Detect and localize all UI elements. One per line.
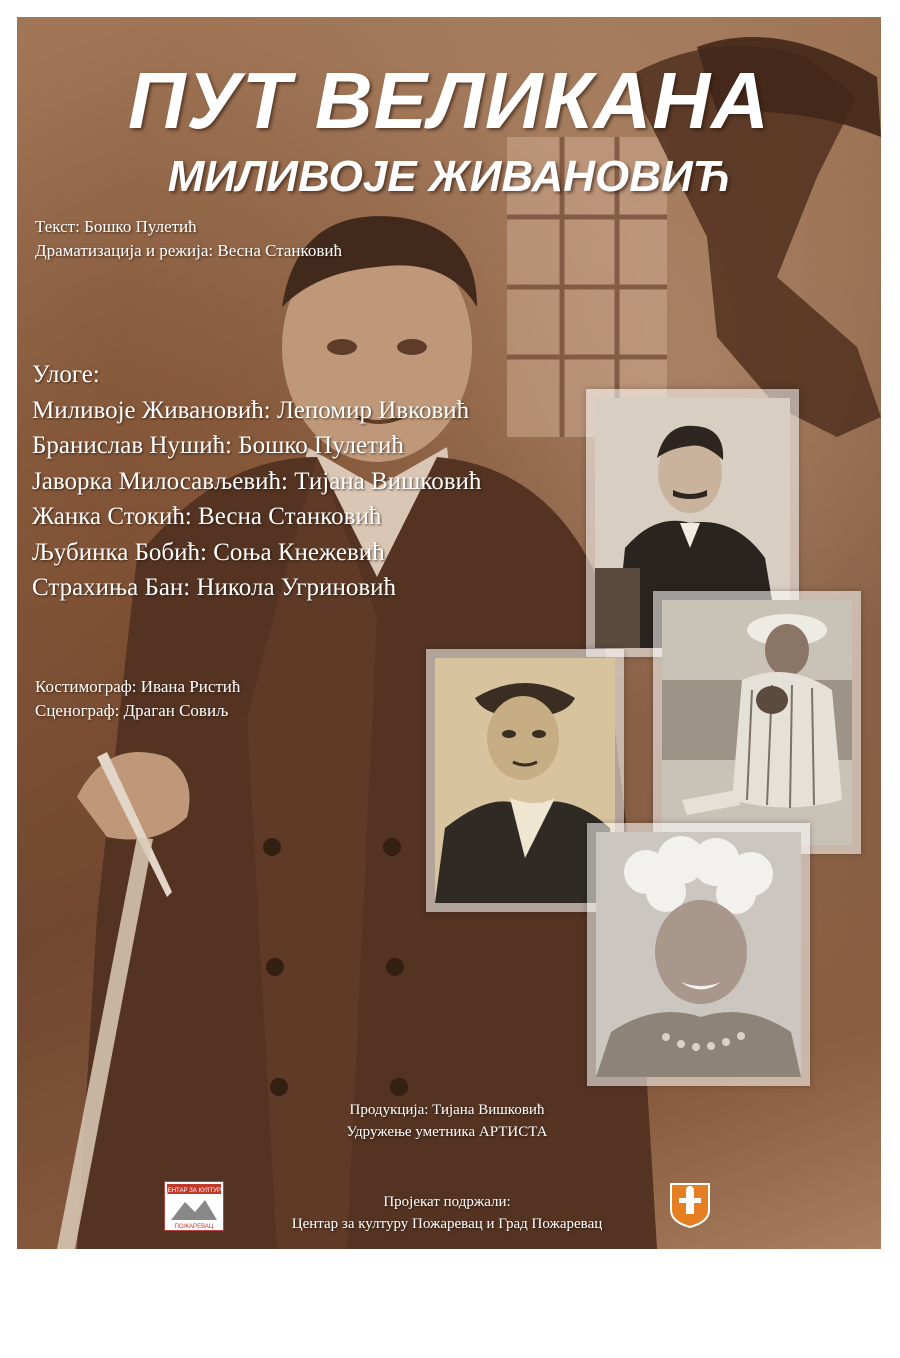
logo-left-bottom-text: ПОЖАРЕВАЦ [174,1224,214,1230]
poster-subtitle: МИЛИВОЈЕ ЖИВАНОВИЋ [167,152,731,201]
role-item: Миливоје Живановић: Лепомир Ивковић [32,396,470,424]
credit-costume: Костимограф: Ивана Ристић [35,677,241,696]
credits-block [35,215,342,263]
credit-text-author: Текст: Бошко Пулетић [35,217,197,236]
culture-center-logo-icon [165,1182,223,1230]
culture-center-logo [164,1181,224,1231]
roles-block [32,357,481,606]
crew-block [35,675,240,723]
portrait-photo-woman-flower-hat [596,832,801,1077]
production-line: Продукција: Тијана Вишковић [349,1102,545,1118]
role-item: Страхиња Бан: Никола Угриновић [32,574,397,601]
photo-frame-woman-flower-hat [587,823,810,1086]
credit-scenography: Сценограф: Драган Совиљ [35,701,229,720]
portrait-photo-woman-dog [662,600,852,845]
support-heading: Пројекат подржали: [383,1194,511,1210]
production-block [257,1099,637,1143]
role-item: Јаворка Милосављевић: Тијана Вишковић [32,467,482,495]
support-sponsors: Центар за културу Пожаревац и Град Пожаревац [291,1216,603,1232]
credit-direction: Драматизација и режија: Весна Станковић [35,241,343,260]
poster-title: ПУТ ВЕЛИКАНА [128,56,770,145]
roles-heading: Улоге: [32,361,100,388]
photo-frame-woman-dog [653,591,861,854]
support-block [227,1191,667,1235]
role-item: Љубинка Бобић: Соња Кнежевић [32,538,385,566]
city-coat-of-arms-icon [669,1182,711,1228]
poster [17,17,881,1249]
production-association: Удружење уметника АРТИСТА [346,1124,548,1140]
role-item: Жанка Стокић: Весна Станковић [32,503,382,530]
role-item: Бранислав Нушић: Бошко Пулетић [32,432,404,459]
logo-left-top-text: ЦЕНТАР ЗА КУЛТУРУ [165,1188,223,1194]
